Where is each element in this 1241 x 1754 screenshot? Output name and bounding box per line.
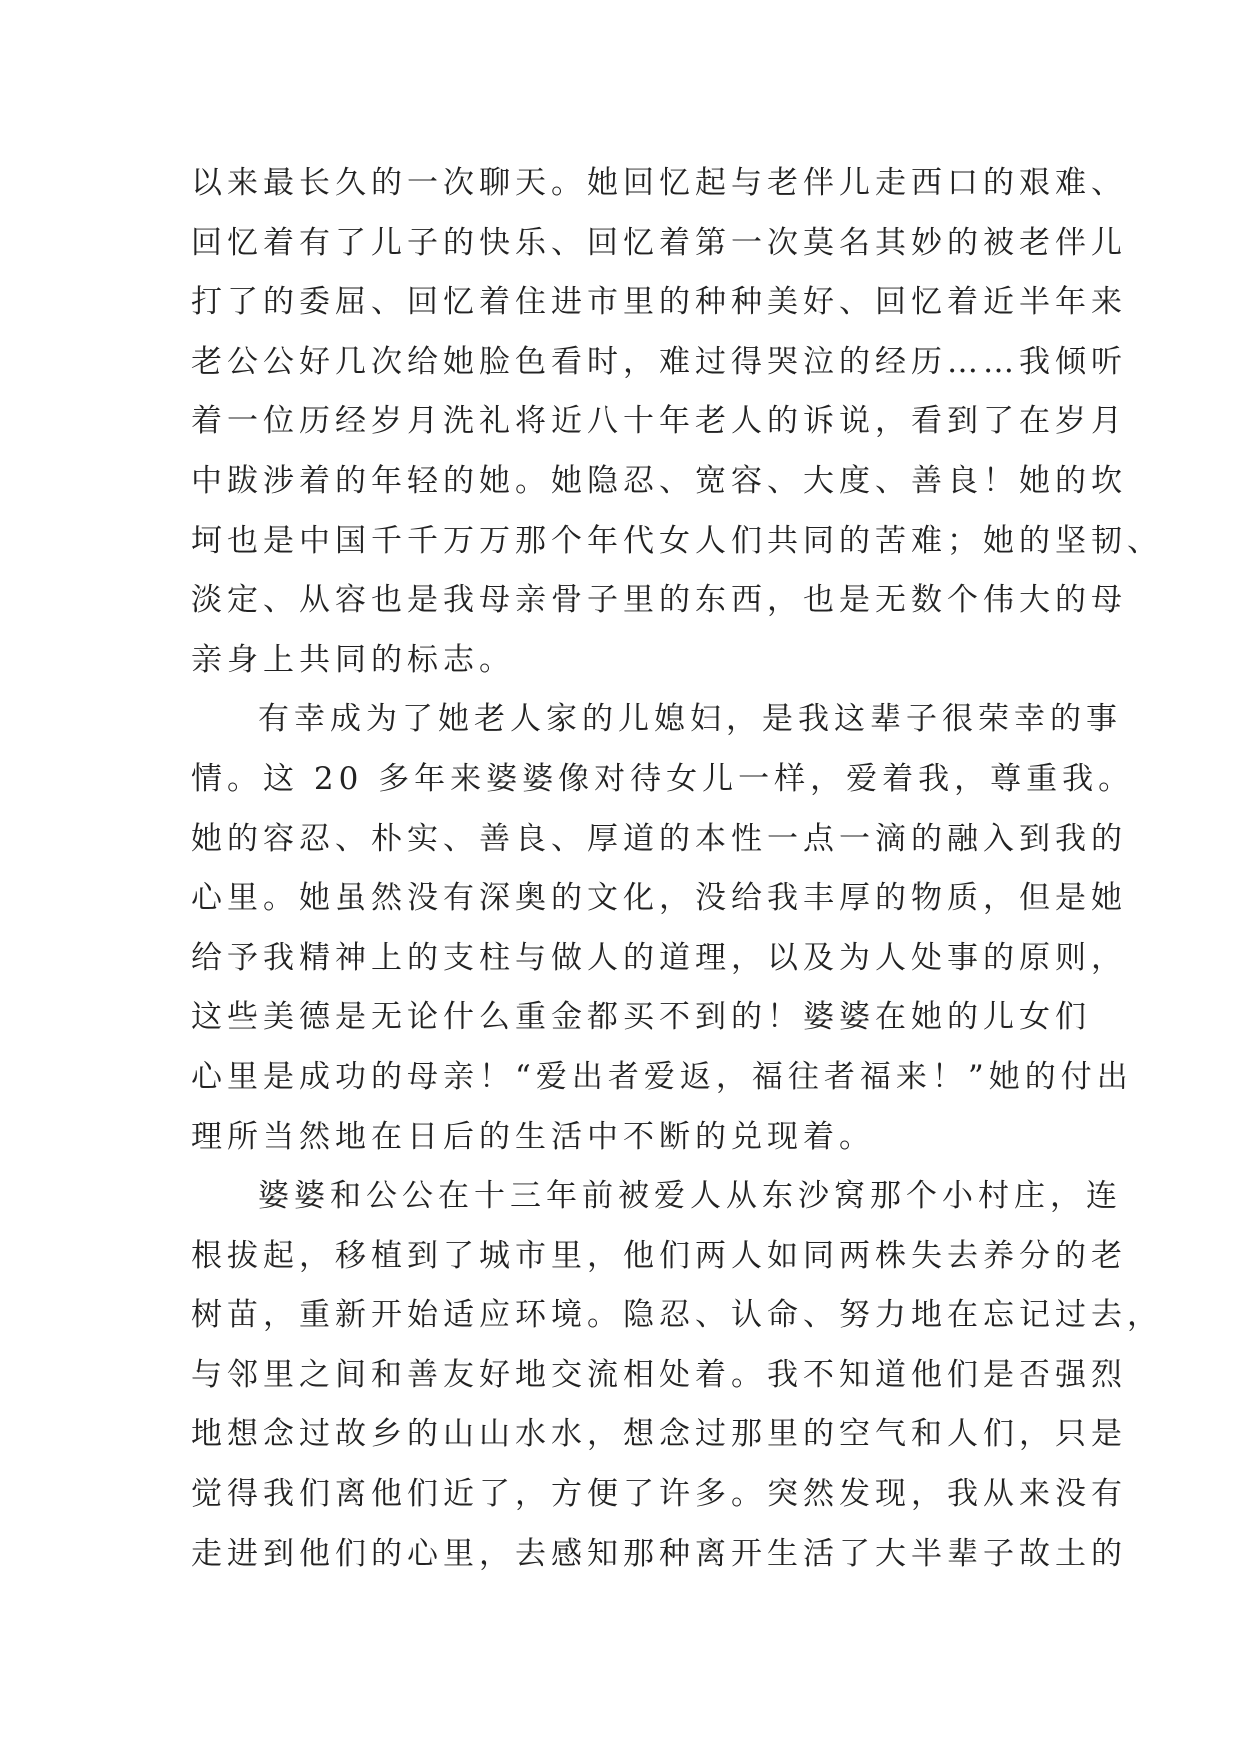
text-line: 回忆着有了儿子的快乐、回忆着第一次莫名其妙的被老伴儿 [191, 224, 1127, 261]
text-line: 亲身上共同的标志。 [191, 641, 515, 678]
paragraph-first-line: 婆婆和公公在十三年前被爱人从东沙窝那个小村庄，连 [258, 1178, 1122, 1215]
text-line: 这些美德是无论什么重金都买不到的！婆婆在她的儿女们 [191, 999, 1091, 1036]
text-line: 淡定、从容也是我母亲骨子里的东西，也是无数个伟大的母 [191, 582, 1127, 619]
paragraph-first-line: 有幸成为了她老人家的儿媳妇，是我这辈子很荣幸的事 [258, 701, 1122, 738]
text-line: 走进到他们的心里，去感知那种离开生活了大半辈子故土的 [191, 1535, 1127, 1572]
text-line: 地想念过故乡的山山水水，想念过那里的空气和人们，只是 [191, 1416, 1127, 1453]
text-line: 理所当然地在日后的生活中不断的兑现着。 [191, 1118, 875, 1155]
text-line: 树苗，重新开始适应环境。隐忍、认命、努力地在忘记过去， [191, 1297, 1163, 1334]
text-line: 给予我精神上的支柱与做人的道理，以及为人处事的原则， [191, 939, 1127, 976]
document-body [191, 154, 1163, 1584]
text-line: 着一位历经岁月洗礼将近八十年老人的诉说，看到了在岁月 [191, 403, 1127, 440]
text-line: 心里是成功的母亲！“爱出者爱返，福往者福来！”她的付出 [191, 1058, 1133, 1095]
text-line: 她的容忍、朴实、善良、厚道的本性一点一滴的融入到我的 [191, 820, 1127, 857]
text-line: 与邻里之间和善友好地交流相处着。我不知道他们是否强烈 [191, 1356, 1127, 1393]
text-line: 情。这 20 多年来婆婆像对待女儿一样，爱着我，尊重我。 [191, 760, 1135, 797]
text-line: 老公公好几次给她脸色看时，难过得哭泣的经历……我倾听 [191, 343, 1127, 380]
text-line: 坷也是中国千千万万那个年代女人们共同的苦难；她的坚韧、 [191, 522, 1163, 559]
text-line: 根拔起，移植到了城市里，他们两人如同两株失去养分的老 [191, 1237, 1127, 1274]
text-line: 觉得我们离他们近了，方便了许多。突然发现，我从来没有 [191, 1476, 1127, 1513]
text-line: 打了的委屈、回忆着住进市里的种种美好、回忆着近半年来 [191, 284, 1127, 321]
text-line: 心里。她虽然没有深奥的文化，没给我丰厚的物质，但是她 [191, 880, 1127, 917]
text-line: 中跋涉着的年轻的她。她隐忍、宽容、大度、善良！她的坎 [191, 462, 1127, 499]
text-line: 以来最长久的一次聊天。她回忆起与老伴儿走西口的艰难、 [191, 165, 1127, 201]
